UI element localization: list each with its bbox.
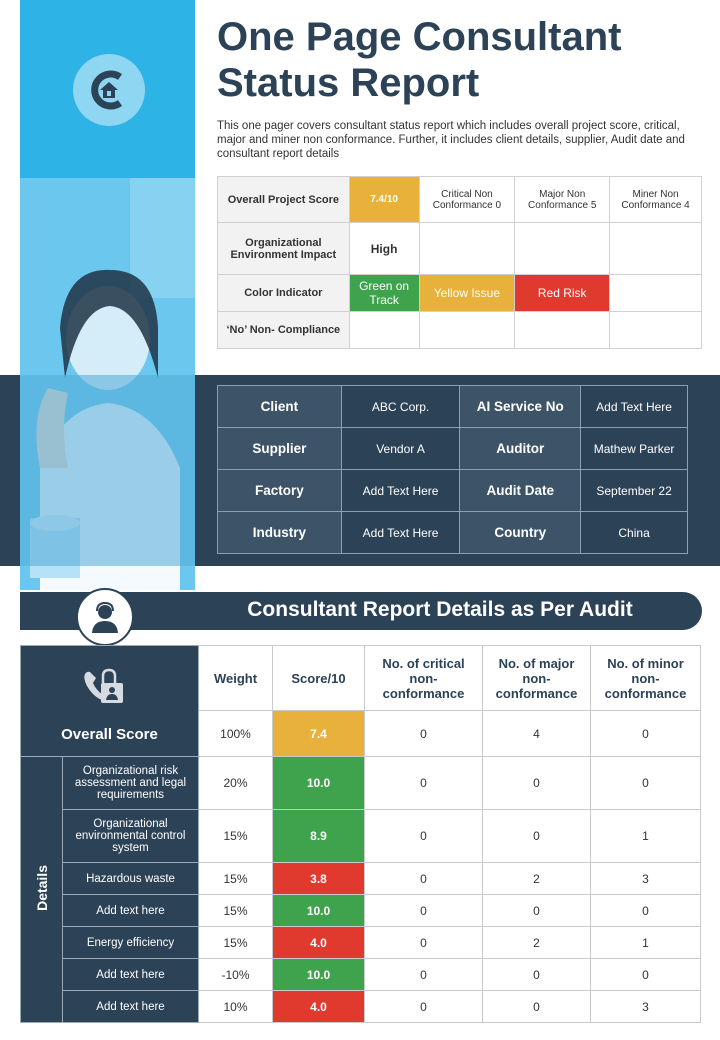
auditor-value: Mathew Parker [581, 428, 688, 470]
impact-label: Organizational Environment Impact [218, 223, 350, 275]
report-table [20, 645, 701, 1023]
overall-score-label: Overall Project Score [218, 177, 350, 223]
overall-score-label: Overall Score [61, 726, 158, 743]
consultant-avatar [76, 588, 134, 646]
consultant-icon [88, 600, 122, 634]
overall-score-value: 7.4/10 [349, 177, 419, 223]
client-details-table [217, 385, 688, 554]
major-count: Major Non Conformance 5 [515, 177, 610, 223]
service-value: Add Text Here [581, 386, 688, 428]
supplier-value: Vendor A [341, 428, 460, 470]
score-header: Score/10 [273, 646, 365, 711]
service-label: AI Service No [460, 386, 581, 428]
indicator-red: Red Risk [515, 275, 610, 312]
client-label: Client [218, 386, 342, 428]
client-value: ABC Corp. [341, 386, 460, 428]
non-compliance-label: ‘No’ Non- Compliance [218, 312, 350, 349]
overall-score: 7.4 [273, 711, 365, 757]
indicator-yellow: Yellow Issue [419, 275, 515, 312]
page-title: One Page Consultant Status Report [217, 15, 622, 105]
overall-minor: 0 [591, 711, 701, 757]
critical-header: No. of critical non-conformance [365, 646, 483, 711]
country-value: China [581, 512, 688, 554]
section-title: Consultant Report Details as Per Audit [247, 598, 633, 621]
company-logo [73, 54, 145, 126]
logo-c-icon [86, 67, 132, 113]
photo-overlay [20, 375, 195, 566]
audit-date-label: Audit Date [460, 470, 581, 512]
industry-label: Industry [218, 512, 342, 554]
table-row: Add text here 10% 4.0 0 0 3 [21, 991, 701, 1023]
table-row: Details Organizational risk assessment and legal requirements 20% 10.0 0 0 0 [21, 757, 701, 810]
intro-text: This one pager covers consultant status report which includes overall project score, critical, major and miner non conformance. Further, it includes client details, supplier, Audit date and consultant report details [217, 120, 685, 160]
table-row: Add text here 15% 10.0 0 0 0 [21, 895, 701, 927]
table-row: Add text here -10% 10.0 0 0 0 [21, 959, 701, 991]
factory-value: Add Text Here [341, 470, 460, 512]
details-label: Details [21, 757, 63, 1023]
weight-header: Weight [199, 646, 273, 711]
phone-user-icon [79, 666, 127, 709]
summary-table [217, 176, 702, 349]
major-header: No. of major non-conformance [483, 646, 591, 711]
color-indicator-label: Color Indicator [218, 275, 350, 312]
overall-weight: 100% [199, 711, 273, 757]
table-row: Hazardous waste 15% 3.8 0 2 3 [21, 863, 701, 895]
supplier-label: Supplier [218, 428, 342, 470]
table-row: Energy efficiency 15% 4.0 0 2 1 [21, 927, 701, 959]
overall-major: 4 [483, 711, 591, 757]
factory-label: Factory [218, 470, 342, 512]
critical-count: Critical Non Conformance 0 [419, 177, 515, 223]
indicator-green: Green on Track [349, 275, 419, 312]
industry-value: Add Text Here [341, 512, 460, 554]
overall-critical: 0 [365, 711, 483, 757]
auditor-label: Auditor [460, 428, 581, 470]
country-label: Country [460, 512, 581, 554]
minor-header: No. of minor non-conformance [591, 646, 701, 711]
impact-value: High [349, 223, 419, 275]
audit-date-value: September 22 [581, 470, 688, 512]
overall-score-cell [21, 646, 199, 757]
miner-count: Miner Non Conformance 4 [610, 177, 702, 223]
table-row: Organizational environmental control system 15% 8.9 0 0 1 [21, 810, 701, 863]
